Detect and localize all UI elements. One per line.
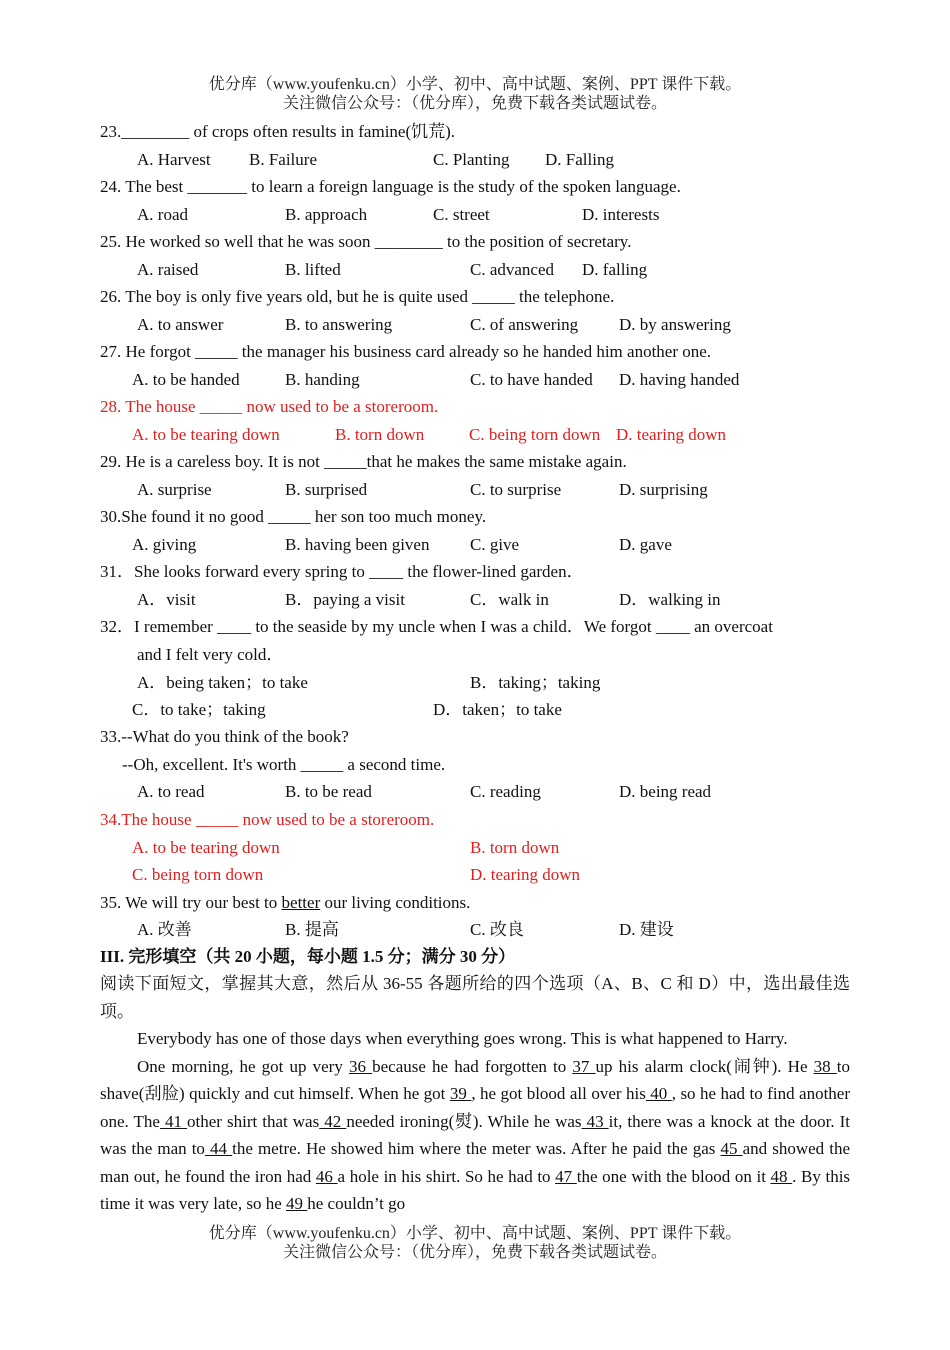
- blank-44: 44: [204, 1139, 233, 1158]
- q34-option-c: C. being torn down: [132, 865, 264, 884]
- q35-option-c: C. 改良: [470, 920, 524, 939]
- page-footer: [0, 1224, 950, 1262]
- q28-option-d: D. tearing down: [616, 425, 727, 444]
- question-35-stem: [100, 892, 470, 914]
- q34-option-b: B. torn down: [470, 838, 560, 857]
- q27-option-c: C. to have handed: [470, 370, 593, 389]
- q35-option-b: B. 提高: [285, 920, 339, 939]
- passage-text: other shirt that was: [187, 1111, 320, 1131]
- q23-option-a: A. Harvest: [137, 150, 211, 169]
- q25-option-c: C. advanced: [470, 260, 555, 279]
- question-29-stem: 29. He is a careless boy. It is not _____that he makes the same mistake again.: [100, 452, 627, 471]
- q33-option-a: A. to read: [137, 782, 205, 801]
- q35-stem-post: our living conditions.: [320, 893, 471, 912]
- question-23-stem: 23.________ of crops often results in famine(饥荒).: [100, 122, 456, 141]
- section-3-instruction: 阅读下面短文，掌握其大意，然后从 36-55 各题所给的四个选项（A、B、C 和 D）中，选出最佳选项。: [100, 974, 850, 1021]
- passage-text: , he got blood all over his: [471, 1084, 646, 1103]
- question-24-stem: 24. The best _______ to learn a foreign language is the study of the spoken language.: [100, 177, 681, 196]
- blank-42: 42: [319, 1111, 347, 1131]
- passage-text: a hole in his shirt. So he had to: [337, 1166, 556, 1186]
- q35-underlined-word: better: [281, 893, 321, 912]
- q25-option-a: A. raised: [137, 260, 199, 279]
- blank-46: 46: [315, 1166, 338, 1186]
- blank-48: 48: [770, 1166, 793, 1186]
- q32-option-c: C．to take；taking: [132, 700, 266, 719]
- blank-43: 43: [581, 1111, 609, 1131]
- q26-option-a: A. to answer: [137, 315, 224, 334]
- q35-stem-pre: 35. We will try our best to: [100, 893, 282, 912]
- q27-option-a: A. to be handed: [132, 370, 240, 389]
- q24-option-b: B. approach: [285, 205, 368, 224]
- passage-text: it, there was a knock at the door. It was the man to: [100, 1111, 851, 1158]
- passage-text: up his alarm clock(闹钟). He: [595, 1056, 814, 1076]
- q32-option-a: A．being taken；to take: [137, 673, 308, 692]
- q23-option-b: B. Failure: [249, 150, 317, 169]
- q23-option-d: D. Falling: [545, 150, 614, 169]
- question-32-stem-cont: and I felt very cold．: [137, 645, 284, 664]
- q28-option-b: B. torn down: [335, 425, 425, 444]
- q29-option-a: A. surprise: [137, 480, 212, 499]
- q24-option-c: C. street: [433, 205, 490, 224]
- q35-option-a: A. 改善: [137, 920, 192, 939]
- blank-39: 39: [449, 1084, 472, 1103]
- passage-text: , so he had to find another one. The: [100, 1084, 850, 1131]
- header-line-2: 关注微信公众号：（优分库），免费下载各类试题试卷。: [282, 95, 667, 112]
- header-line-1: 优分库（www.youfenku.cn）小学、初中、高中试题、案例、PPT 课件下载。: [208, 76, 742, 93]
- passage-text: the one with the blood on it: [576, 1166, 771, 1186]
- passage-text: the metre. He showed him where the meter was. After he paid the gas: [232, 1139, 721, 1158]
- q27-option-b: B. handing: [285, 370, 360, 389]
- question-30-stem: 30.She found it no good _____ her son too much money.: [100, 507, 487, 526]
- passage-text: to shave(刮脸) quickly and cut himself. When he got: [100, 1056, 851, 1103]
- passage-text: One morning, he got up very: [137, 1056, 349, 1076]
- question-33-stem-cont: --Oh, excellent. It's worth _____ a second time.: [122, 755, 446, 774]
- q32-option-b: B．taking；taking: [470, 673, 601, 692]
- section-3-title: III. 完形填空（共 20 小题，每小题 1.5 分；满分 30 分）: [100, 947, 516, 966]
- q29-option-b: B. surprised: [285, 480, 368, 499]
- q26-option-b: B. to answering: [285, 315, 393, 334]
- q35-option-d: D. 建设: [619, 920, 674, 939]
- q25-option-b: B. lifted: [285, 260, 341, 279]
- q34-option-d: D. tearing down: [470, 865, 581, 884]
- q33-option-b: B. to be read: [285, 782, 372, 801]
- q26-option-d: D. by answering: [619, 315, 731, 334]
- passage-text: needed ironing(熨). While he was: [346, 1111, 582, 1131]
- q31-option-d: D．walking in: [619, 590, 721, 609]
- q29-option-c: C. to surprise: [470, 480, 562, 499]
- passage-paragraph-1: Everybody has one of those days when everything goes wrong. This is what happened to Harry.: [137, 1029, 788, 1048]
- q31-option-b: B．paying a visit: [285, 590, 405, 609]
- footer-line-1: 优分库（www.youfenku.cn）小学、初中、高中试题、案例、PPT 课件下载。: [208, 1225, 742, 1242]
- footer-line-2: 关注微信公众号：（优分库），免费下载各类试题试卷。: [282, 1244, 667, 1261]
- q30-option-b: B. having been given: [285, 535, 430, 554]
- q30-option-c: C. give: [470, 535, 520, 554]
- passage-text: because he had forgotten to: [372, 1056, 573, 1076]
- q33-option-d: D. being read: [619, 782, 712, 801]
- question-31-stem: 31．She looks forward every spring to ____ the flower-lined garden．: [100, 562, 584, 581]
- q28-option-c: C. being torn down: [469, 425, 601, 444]
- q33-option-c: C. reading: [470, 782, 541, 801]
- q26-option-c: C. of answering: [470, 315, 579, 334]
- q29-option-d: D. surprising: [619, 480, 708, 499]
- cloze-passage: [100, 970, 850, 1218]
- q23-option-c: C. Planting: [433, 150, 510, 169]
- q28-option-a: A. to be tearing down: [132, 425, 280, 444]
- blank-36: 36: [348, 1056, 373, 1076]
- blank-49: 49: [286, 1194, 308, 1213]
- q30-option-d: D. gave: [619, 535, 672, 554]
- passage-text: he couldn’t go: [307, 1194, 406, 1213]
- question-25-stem: 25. He worked so well that he was soon ________ to the position of secretary.: [100, 232, 632, 251]
- question-32-stem: 32．I remember ____ to the seaside by my uncle when I was a child．We forgot ____ an overcoat: [100, 617, 773, 636]
- blank-37: 37: [572, 1056, 596, 1076]
- blank-38: 38: [813, 1056, 837, 1076]
- question-27-stem: 27. He forgot _____ the manager his business card already so he handed him another one.: [100, 342, 712, 361]
- q24-option-a: A. road: [137, 205, 188, 224]
- page-header: [0, 75, 950, 113]
- q31-option-c: C．walk in: [470, 590, 549, 609]
- passage-text: and showed the man out, he found the iron had: [100, 1139, 851, 1186]
- blank-45: 45: [720, 1139, 743, 1158]
- passage-paragraph-2: [100, 1053, 850, 1218]
- question-26-stem: 26. The boy is only five years old, but he is quite used _____ the telephone.: [100, 287, 615, 306]
- q34-option-a: A. to be tearing down: [132, 838, 280, 857]
- q25-option-d: D. falling: [582, 260, 648, 279]
- question-34-stem: 34.The house _____ now used to be a storeroom.: [100, 810, 435, 829]
- q30-option-a: A. giving: [132, 535, 197, 554]
- q27-option-d: D. having handed: [619, 370, 740, 389]
- blank-47: 47: [555, 1166, 577, 1186]
- blank-40: 40: [645, 1084, 672, 1103]
- q32-option-d: D．taken；to take: [433, 700, 562, 719]
- question-33-stem: 33.--What do you think of the book?: [100, 727, 349, 746]
- question-28-stem: 28. The house _____ now used to be a storeroom.: [100, 397, 439, 416]
- q24-option-d: D. interests: [582, 205, 660, 224]
- q31-option-a: A．visit: [137, 590, 196, 609]
- passage-text: . By this time it was very late, so he: [100, 1166, 851, 1213]
- blank-41: 41: [159, 1111, 188, 1131]
